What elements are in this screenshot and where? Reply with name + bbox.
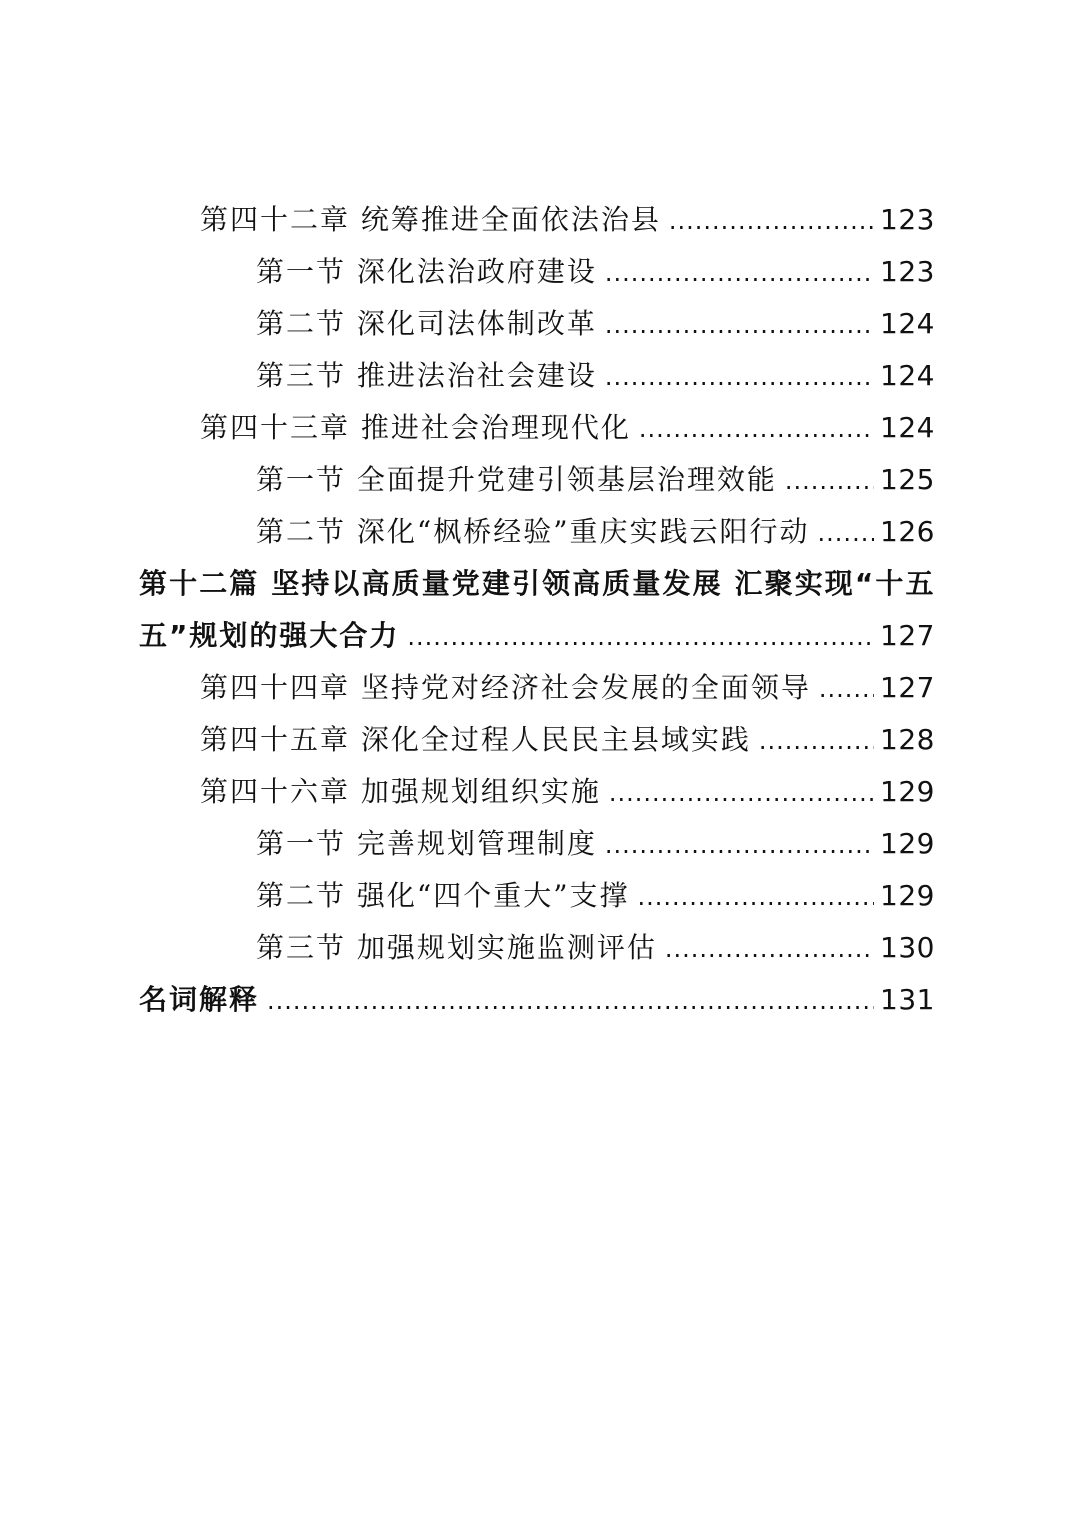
toc-entry-section[interactable] <box>256 350 935 402</box>
toc-entry-glossary[interactable] <box>139 974 935 1026</box>
toc-entry-label: 名词解释 <box>139 983 260 1016</box>
toc-page-number: 124 <box>880 307 935 340</box>
leader-dots <box>605 247 874 299</box>
toc-entry-label: 第二节 强化“四个重大”支撑 <box>256 879 630 912</box>
leader-dots <box>638 871 875 923</box>
leader-dots <box>605 819 874 871</box>
toc-entry-label: 第二节 深化司法体制改革 <box>256 307 597 340</box>
leader-dots <box>819 663 874 715</box>
leader-dots <box>605 299 874 351</box>
toc-entry-label: 第一节 全面提升党建引领基层治理效能 <box>256 463 777 496</box>
toc-entry-chapter-45[interactable] <box>200 714 935 766</box>
toc-page-number: 128 <box>880 723 935 756</box>
toc-page-number: 127 <box>880 619 935 652</box>
toc-entry-section[interactable] <box>256 870 935 922</box>
leader-dots <box>759 715 874 767</box>
toc-entry-label: 第一节 完善规划管理制度 <box>256 827 597 860</box>
toc-entry-chapter-44[interactable] <box>200 662 935 714</box>
leader-dots <box>818 507 875 559</box>
toc-entry-section[interactable] <box>256 298 935 350</box>
toc-page-number: 125 <box>880 463 935 496</box>
leader-dots <box>639 403 874 455</box>
toc-page-number: 129 <box>880 827 935 860</box>
toc-entry-label: 第一节 深化法治政府建设 <box>256 255 597 288</box>
toc-entry-section[interactable] <box>256 818 935 870</box>
toc-entry-section[interactable] <box>256 922 935 974</box>
toc-entry-chapter-42[interactable] <box>200 194 935 246</box>
leader-dots <box>605 351 874 403</box>
toc-entry-label: 第四十四章 坚持党对经济社会发展的全面领导 <box>200 671 811 704</box>
toc-entry-part-12[interactable] <box>139 610 935 662</box>
leader-dots <box>267 975 874 1027</box>
toc-entry-chapter-43[interactable] <box>200 402 935 454</box>
toc-entry-label: 第二节 深化“枫桥经验”重庆实践云阳行动 <box>256 515 810 548</box>
toc-entry-label: 第四十二章 统筹推进全面依法治县 <box>200 203 661 236</box>
toc-page-number: 131 <box>880 983 935 1016</box>
toc-entry-part-12-title[interactable]: 第十二篇 坚持以高质量党建引领高质量发展 汇聚实现“十五 <box>139 567 935 600</box>
toc-entry-label: 第三节 加强规划实施监测评估 <box>256 931 657 964</box>
toc-entry-label: 第三节 推进法治社会建设 <box>256 359 597 392</box>
toc-page-number: 124 <box>880 359 935 392</box>
leader-dots <box>665 923 874 975</box>
toc-page-number: 129 <box>880 775 935 808</box>
toc-page-number: 123 <box>880 255 935 288</box>
toc-page-number: 127 <box>880 671 935 704</box>
toc-entry-section[interactable] <box>256 506 935 558</box>
toc-entry-label: 第四十五章 深化全过程人民民主县域实践 <box>200 723 751 756</box>
toc-page-number: 130 <box>880 931 935 964</box>
leader-dots <box>785 455 874 507</box>
toc-page-number: 126 <box>880 515 935 548</box>
toc-page-number: 124 <box>880 411 935 444</box>
toc-entry-label: 第四十六章 加强规划组织实施 <box>200 775 601 808</box>
toc-page-number: 129 <box>880 879 935 912</box>
leader-dots <box>669 195 874 247</box>
leader-dots <box>609 767 874 819</box>
toc-entry-section[interactable] <box>256 246 935 298</box>
toc-entry-chapter-46[interactable] <box>200 766 935 818</box>
toc-entry-label: 第四十三章 推进社会治理现代化 <box>200 411 631 444</box>
toc-entry-label: 五”规划的强大合力 <box>139 619 400 652</box>
toc-page-number: 123 <box>880 203 935 236</box>
leader-dots <box>407 611 874 663</box>
toc-entry-section[interactable] <box>256 454 935 506</box>
